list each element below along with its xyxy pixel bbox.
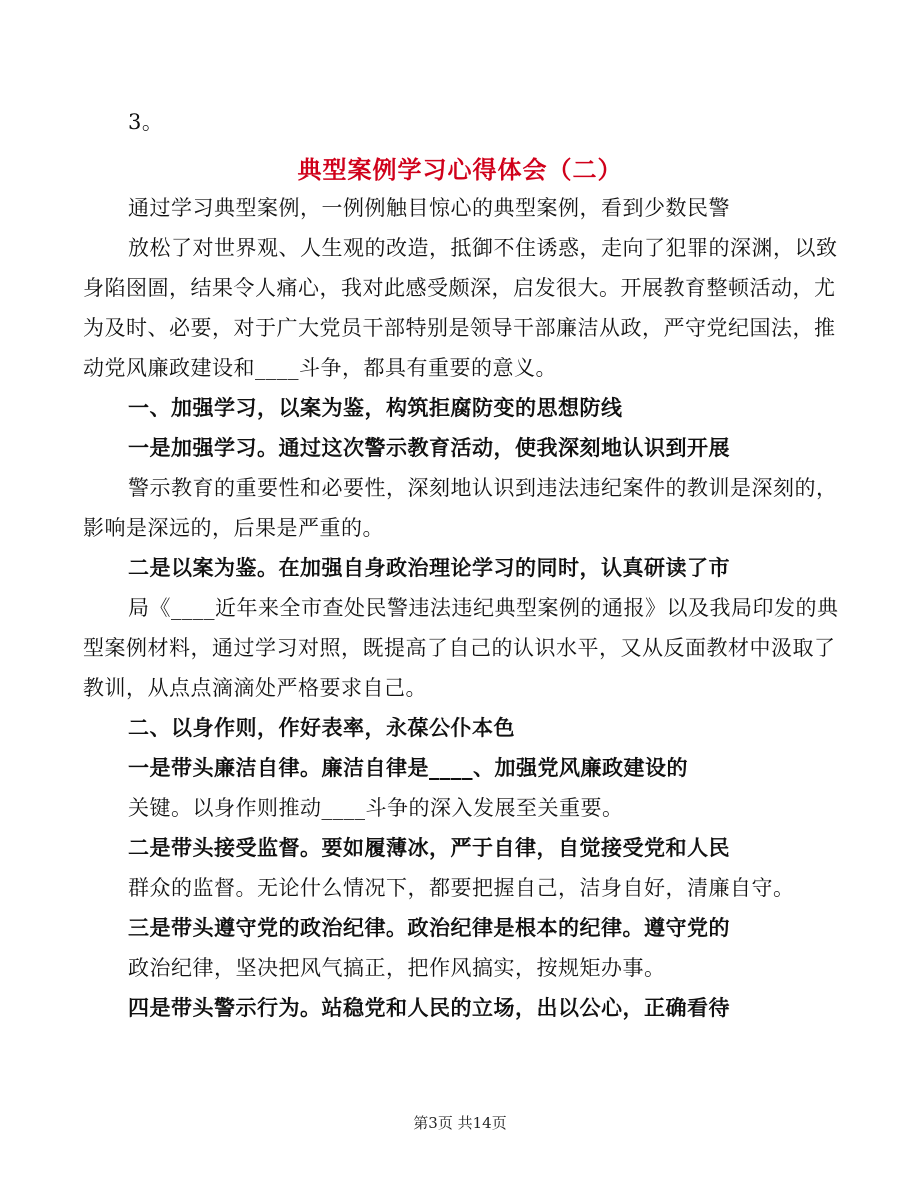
section1-p1-line-2: 警示教育的重要性和必要性，深刻地认识到违法违纪案件的教训是深刻的， — [128, 476, 838, 500]
document-title: 典型案例学习心得体会（二） — [297, 156, 623, 184]
section1-p1-line-3: 影响是深远的，后果是严重的。 — [83, 516, 384, 540]
top-fragment: 3。 — [128, 110, 164, 134]
section1-p2-line-2: 局《____近年来全市查处民警违法违纪典型案例的通报》以及我局印发的典 — [128, 596, 839, 620]
section2-p3-head: 三是带头遵守党的政治纪律。政治纪律是根本的纪律。遵守党的 — [128, 916, 730, 940]
intro-line-4: 为及时、必要，对于广大党员干部特别是领导干部廉洁从政，严守党纪国法，推 — [83, 316, 836, 340]
intro-line-2: 放松了对世界观、人生观的改造，抵御不住诱惑，走向了犯罪的深渊，以致 — [128, 236, 838, 260]
section2-p2-head: 二是带头接受监督。要如履薄冰，严于自律，自觉接受党和人民 — [128, 836, 730, 860]
section2-p3-line-2: 政治纪律，坚决把风气搞正，把作风搞实，按规矩办事。 — [128, 956, 666, 980]
intro-line-1: 通过学习典型案例，一例例触目惊心的典型案例，看到少数民警 — [128, 196, 730, 220]
page-footer: 第3页 共14页 — [413, 1114, 507, 1132]
intro-line-3: 身陷囹圄，结果令人痛心，我对此感受颇深，启发很大。开展教育整顿活动，尤 — [83, 276, 836, 300]
section1-p2-line-3: 型案例材料，通过学习对照，既提高了自己的认识水平，又从反面教材中汲取了 — [83, 636, 836, 660]
section1-p1-head: 一是加强学习。通过这次警示教育活动，使我深刻地认识到开展 — [128, 436, 730, 460]
section1-heading: 一、加强学习，以案为鉴，构筑拒腐防变的思想防线 — [128, 396, 623, 420]
section2-p4-head: 四是带头警示行为。站稳党和人民的立场，出以公心，正确看待 — [128, 996, 730, 1020]
section1-p2-head: 二是以案为鉴。在加强自身政治理论学习的同时，认真研读了市 — [128, 556, 730, 580]
section2-p1-line-2: 关键。以身作则推动____斗争的深入发展至关重要。 — [128, 796, 624, 820]
section2-p1-head: 一是带头廉洁自律。廉洁自律是____、加强党风廉政建设的 — [128, 756, 688, 780]
section2-heading: 二、以身作则，作好表率，永葆公仆本色 — [128, 716, 515, 740]
intro-line-5: 动党风廉政建设和____斗争，都具有重要的意义。 — [83, 356, 557, 380]
section1-p2-line-4: 教训，从点点滴滴处严格要求自己。 — [83, 676, 427, 700]
section2-p2-line-2: 群众的监督。无论什么情况下，都要把握自己，洁身自好，清廉自守。 — [128, 876, 795, 900]
